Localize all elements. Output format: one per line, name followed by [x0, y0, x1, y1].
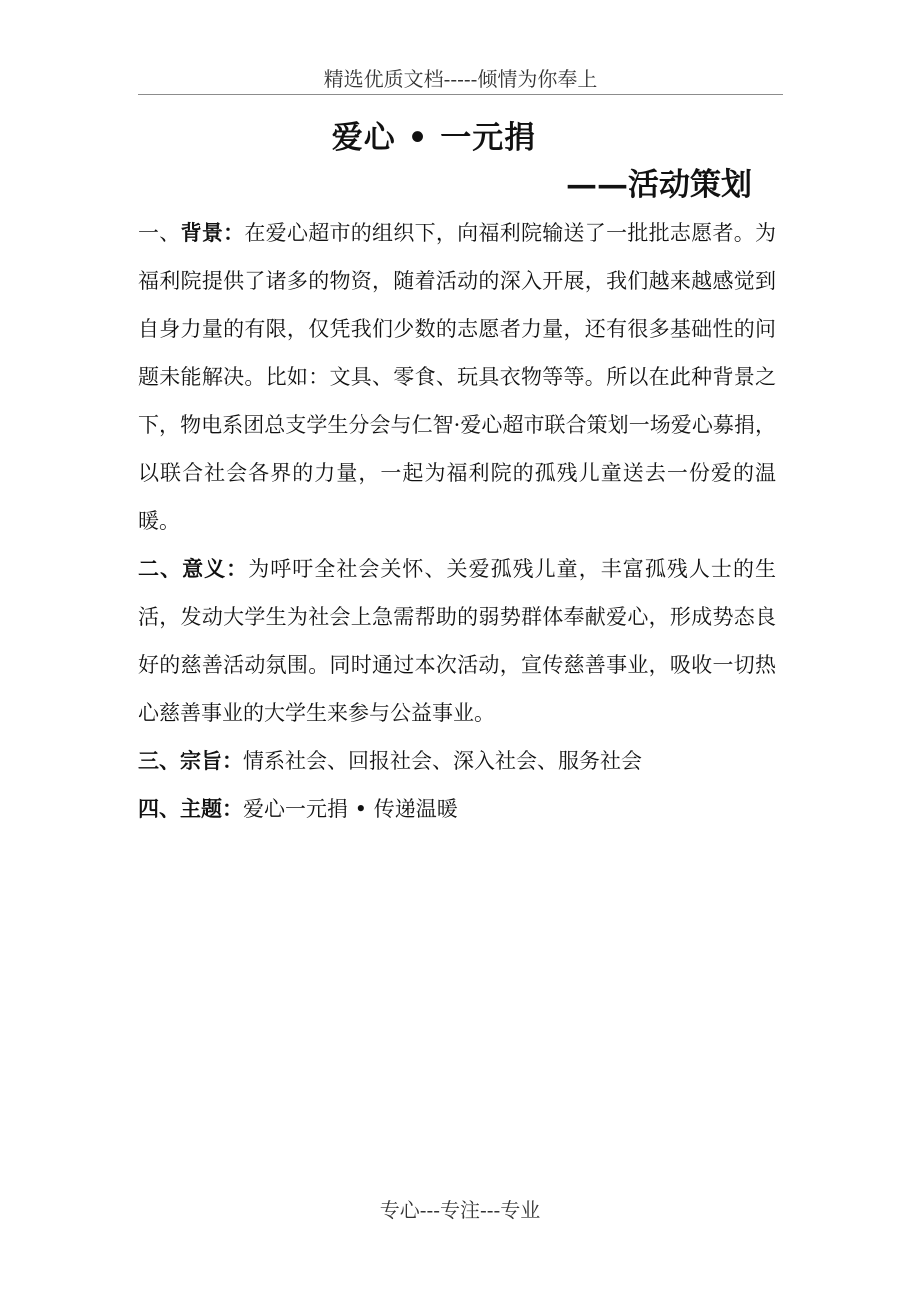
section-purpose: [138, 737, 776, 785]
section-purpose-label: 三、宗旨：: [138, 748, 243, 773]
header-text: 精选优质文档-----倾情为你奉上: [323, 67, 598, 91]
section-background-text: 在爱心超市的组织下，向福利院输送了一批批志愿者。为福利院提供了诸多的物资，随着活动的深入开展，我们越来越感觉到自身力量的有限，仅凭我们少数的志愿者力量，还有很多基础性的问题未能解决。比如：文具、零食、玩具衣物等等。所以在此种背景之下，物电系团总支学生分会与仁智·爱心超市联合策划一场爱心募捐，以联合社会各界的力量，一起为福利院的孤残儿童送去一份爱的温暖。: [138, 221, 777, 533]
section-theme-text: 爱心一元捐 • 传递温暖: [243, 797, 458, 821]
section-background-label: 背景：: [180, 220, 245, 245]
page-header: [138, 64, 783, 95]
footer-text: 专心---专注---专业: [379, 1198, 541, 1222]
section-theme-label: 四、主题：: [138, 796, 243, 821]
section-significance: [138, 545, 776, 737]
section-purpose-text: 情系社会、回报社会、深入社会、服务社会: [243, 749, 642, 773]
section-theme: [138, 785, 776, 833]
document-title: 爱心 • 一元捐: [331, 120, 537, 156]
section-background-prefix: 一、: [138, 221, 181, 245]
document-body: [138, 209, 776, 833]
section-significance-text: 为呼吁全社会关怀、关爱孤残儿童，丰富孤残人士的生活，发动大学生为社会上急需帮助的弱势群体奉献爱心，形成势态良好的慈善活动氛围。同时通过本次活动，宣传慈善事业，吸收一切热心慈善事业的大学生来参与公益事业。: [138, 557, 777, 725]
section-significance-label: 二、意义：: [138, 556, 249, 581]
section-background: [138, 209, 776, 545]
document-subtitle: ——活动策划: [566, 167, 752, 203]
page-footer: [0, 1195, 920, 1225]
